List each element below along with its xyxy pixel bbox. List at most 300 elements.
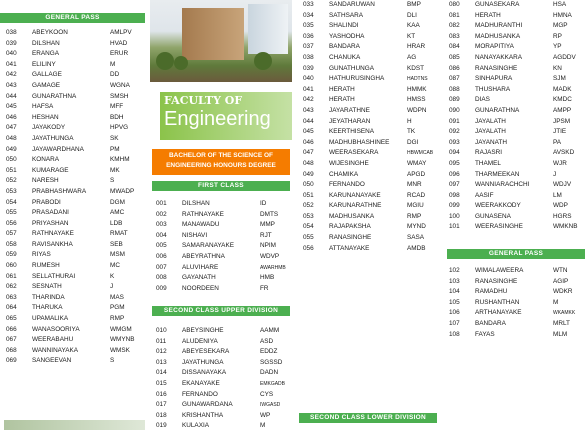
name-list (447, 0, 585, 233)
list-row (303, 233, 440, 244)
row-name: RATHNAYAKE (182, 210, 224, 218)
list-row (303, 148, 440, 159)
row-name: JAYALATH (475, 128, 506, 136)
row-number: 053 (6, 187, 17, 195)
row-name: KARUNARATHNE (329, 202, 382, 210)
row-initials: PA (553, 138, 562, 146)
row-name: MADHURANTHI (475, 22, 523, 30)
row-number: 056 (6, 219, 17, 227)
row-name: WANNINAYAKA (32, 346, 79, 354)
row-initials: M (553, 298, 559, 306)
list-row (6, 49, 145, 60)
row-number: 099 (449, 202, 460, 210)
row-number: 091 (449, 117, 460, 125)
row-number: 052 (6, 177, 17, 185)
list-row (303, 201, 440, 212)
row-name: WEERAKKODY (475, 202, 521, 210)
row-initials: RCAD (407, 191, 426, 199)
second-upper-list (152, 326, 292, 430)
row-number: 056 (303, 244, 314, 252)
row-name: HATHURUSINGHA (329, 75, 385, 83)
row-number: 045 (6, 103, 17, 111)
list-row (6, 282, 145, 293)
row-initials: WKAMKK (553, 310, 576, 317)
list-row (156, 199, 292, 210)
row-name: RANASINGHE (475, 277, 518, 285)
row-name: PRIYASHAN (32, 219, 69, 227)
row-initials: AMLPV (110, 29, 132, 36)
row-initials: KMDC (553, 96, 572, 104)
row-initials: AMC (110, 209, 125, 217)
row-name: KEERTHISENA (329, 128, 374, 136)
row-name: NISHAVI (182, 231, 208, 239)
row-initials: FR (260, 284, 269, 292)
row-name: JAYAWARDHANA (32, 145, 84, 153)
row-initials: J (553, 170, 557, 178)
row-initials: IWGASD (260, 402, 281, 409)
row-name: MORAPITIYA (475, 43, 514, 51)
list-row (156, 390, 292, 401)
row-number: 085 (449, 53, 460, 61)
list-row (449, 159, 585, 170)
row-initials: AWARHMB (260, 264, 286, 271)
row-initials: MGIU (407, 202, 424, 210)
list-row (6, 70, 145, 81)
row-name: GUNASENA (475, 212, 511, 220)
row-number: 064 (6, 304, 17, 312)
row-number: 010 (156, 327, 167, 334)
column-general-pass-left (0, 0, 145, 430)
list-row (303, 85, 440, 96)
row-initials: AMDB (407, 244, 426, 252)
list-row (156, 231, 292, 242)
row-initials: M (110, 60, 116, 68)
row-number: 065 (6, 315, 17, 323)
row-number: 080 (449, 1, 460, 8)
row-initials: DGM (110, 198, 125, 206)
row-number: 004 (156, 231, 167, 239)
row-number: 108 (449, 330, 460, 338)
row-name: WEERASINGHE (475, 223, 523, 231)
row-initials: MMP (260, 221, 275, 229)
faculty-banner (160, 92, 292, 140)
row-initials: AVSKD (553, 149, 575, 157)
row-initials: WJR (553, 159, 567, 167)
row-number: 081 (449, 11, 460, 19)
list-row (449, 180, 585, 191)
row-name: RUSHANTHAN (475, 298, 520, 306)
row-initials: MAS (110, 293, 124, 301)
list-row (6, 314, 145, 325)
row-number: 041 (6, 60, 17, 68)
row-initials: SGSSD (260, 358, 283, 366)
row-initials: LDB (110, 219, 123, 227)
row-name: JEYATHARAN (329, 117, 371, 125)
row-name: HERATH (329, 96, 355, 104)
row-name: KUMARAGE (32, 166, 69, 174)
list-row (449, 106, 585, 117)
row-name: DILSHAN (182, 200, 210, 207)
row-number: 050 (303, 181, 314, 189)
first-class-list (152, 199, 292, 294)
list-row (449, 170, 585, 181)
row-initials: HMSS (407, 96, 426, 104)
row-number: 015 (156, 379, 167, 387)
general-pass-header: GENERAL PASS (0, 13, 145, 23)
list-row (156, 411, 292, 422)
list-row (449, 74, 585, 85)
row-name: ABEYSINGHE (182, 327, 224, 334)
row-number: 087 (449, 75, 460, 83)
row-initials: KAA (407, 22, 420, 30)
row-initials: YP (553, 43, 562, 51)
row-initials: DMTS (260, 210, 279, 218)
list-row (303, 180, 440, 191)
row-initials: SASA (407, 234, 425, 242)
row-initials: AAMM (260, 327, 280, 334)
row-initials: DD (110, 71, 120, 79)
list-row (449, 42, 585, 53)
campus-photo (150, 0, 292, 82)
list-row (449, 277, 585, 288)
row-number: 058 (6, 240, 17, 248)
row-initials: HVAD (110, 39, 128, 47)
row-name: HAFSA (32, 103, 54, 111)
row-initials: EDDZ (260, 348, 278, 356)
row-name: PRABHASHWARA (32, 187, 87, 195)
row-initials: KDST (407, 64, 425, 72)
row-initials: WMKNB (553, 223, 578, 231)
row-number: 093 (449, 138, 460, 146)
row-number: 084 (449, 43, 460, 51)
row-number: 045 (303, 128, 314, 136)
row-name: PRASADANI (32, 209, 69, 217)
row-initials: LM (553, 191, 562, 199)
row-name: MADHUBHASHINEE (329, 138, 390, 146)
row-number: 083 (449, 32, 460, 40)
row-name: JAYARATHNE (329, 106, 370, 114)
row-number: 013 (156, 358, 167, 366)
row-name: WANNIARACHCHI (475, 181, 530, 189)
row-name: DILSHAN (32, 39, 60, 47)
row-initials: AGDDV (553, 53, 576, 61)
row-number: 019 (156, 422, 167, 430)
row-initials: MSM (110, 251, 125, 259)
list-row (156, 210, 292, 221)
row-name: SATHSARA (329, 11, 363, 19)
row-name: THARMEEKAN (475, 170, 520, 178)
list-row (6, 261, 145, 272)
row-initials: WMSK (110, 346, 130, 354)
list-row (303, 127, 440, 138)
list-row (6, 145, 145, 156)
row-initials: SMSH (110, 92, 129, 100)
row-initials: MYND (407, 223, 426, 231)
row-name: NARESH (32, 177, 59, 185)
row-number: 054 (6, 198, 17, 206)
row-initials: AG (407, 53, 417, 61)
row-number: 046 (303, 138, 314, 146)
list-row (449, 319, 585, 330)
column-general-pass-right (445, 0, 585, 430)
row-name: NOORDEEN (182, 284, 219, 292)
list-row (449, 287, 585, 298)
row-number: 018 (156, 411, 167, 419)
row-name: SAMARANAYAKE (182, 242, 234, 250)
row-name: WEERABAHU (32, 336, 74, 344)
row-name: SESNATH (32, 283, 62, 291)
list-row (449, 11, 585, 22)
list-row (6, 60, 145, 71)
row-initials: J (110, 283, 114, 291)
list-row (156, 358, 292, 369)
row-name: HERATH (475, 11, 501, 19)
list-row (6, 250, 145, 261)
row-name: GAMAGE (32, 81, 61, 89)
row-number: 044 (6, 92, 17, 100)
row-initials: WMAY (407, 159, 427, 167)
list-row (6, 208, 145, 219)
row-initials: RMAT (110, 230, 128, 238)
row-number: 067 (6, 336, 17, 344)
row-number: 094 (449, 149, 460, 157)
row-number: 012 (156, 348, 167, 356)
row-name: THARUKA (32, 304, 63, 312)
row-number: 014 (156, 369, 167, 377)
list-row (6, 187, 145, 198)
row-number: 047 (303, 149, 314, 157)
list-row (156, 326, 292, 337)
row-number: 062 (6, 283, 17, 291)
list-row (449, 308, 585, 319)
row-name: ABEYRATHNA (182, 252, 225, 260)
row-name: RAVISANKHA (32, 240, 73, 248)
row-name: BANDARA (329, 43, 360, 51)
row-initials: WDP (553, 202, 568, 210)
row-initials: WGNA (110, 81, 130, 89)
list-row (449, 138, 585, 149)
row-number: 049 (6, 145, 17, 153)
row-name: FAYAS (475, 330, 495, 338)
row-initials: SK (110, 134, 119, 142)
list-row (303, 117, 440, 128)
row-name: KRISHANTHA (182, 411, 224, 419)
list-row (156, 379, 292, 390)
row-name: MADHUSANKA (475, 32, 521, 40)
row-initials: ASD (260, 337, 274, 345)
row-number: 055 (6, 209, 17, 217)
row-initials: MRLT (553, 319, 570, 327)
row-name: RANASINGHE (475, 64, 518, 72)
row-number: 009 (156, 284, 167, 292)
row-number: 066 (6, 325, 17, 333)
row-name: SELLATHURAI (32, 272, 76, 280)
row-number: 054 (303, 223, 314, 231)
row-number: 046 (6, 113, 17, 121)
row-number: 051 (303, 191, 314, 199)
list-row (156, 284, 292, 295)
row-name: GUNASEKARA (475, 1, 520, 8)
row-name: ALUVIHARE (182, 263, 219, 271)
list-row (6, 219, 145, 230)
row-number: 042 (303, 96, 314, 104)
row-number: 100 (449, 212, 460, 220)
row-initials: S (110, 357, 115, 365)
list-row (449, 191, 585, 202)
list-row (449, 85, 585, 96)
row-initials: MK (110, 166, 120, 174)
row-name: RUMESH (32, 262, 60, 270)
row-initials: PM (110, 145, 120, 153)
row-number: 017 (156, 401, 167, 409)
row-name: SINHAPURA (475, 75, 513, 83)
list-row (6, 39, 145, 50)
row-number: 041 (303, 85, 314, 93)
row-initials: RJT (260, 231, 272, 239)
row-number: 103 (449, 277, 460, 285)
row-initials: S (110, 177, 115, 185)
row-initials: WMYNB (110, 336, 135, 344)
row-initials: DGI (407, 138, 419, 146)
row-initials: WDKR (553, 288, 573, 296)
row-name: JAYAKODY (32, 124, 66, 132)
row-number: 040 (6, 50, 17, 58)
row-initials: RP (553, 32, 562, 40)
row-initials: HRAR (407, 43, 426, 51)
row-name: EKANAYAKE (182, 379, 220, 387)
list-row (449, 148, 585, 159)
faculty-of-label: FACULTY OF (164, 94, 243, 107)
list-row (6, 176, 145, 187)
second-upper-header: SECOND CLASS UPPER DIVISION (152, 306, 290, 316)
list-row (449, 298, 585, 309)
row-initials: K (110, 272, 115, 280)
list-row (303, 32, 440, 43)
row-initials: CYS (260, 390, 274, 398)
degree-title: BACHELOR OF THE SCIENCE OF ENGINEERING HONOURS DEGREE (152, 149, 290, 175)
row-number: 037 (303, 43, 314, 51)
row-initials: MC (110, 262, 120, 270)
list-row (6, 92, 145, 103)
row-initials: WP (260, 411, 271, 419)
list-row (6, 240, 145, 251)
row-number: 016 (156, 390, 167, 398)
row-number: 088 (449, 85, 460, 93)
list-row (303, 74, 440, 85)
row-name: JAYALATH (475, 117, 506, 125)
row-number: 001 (156, 200, 167, 207)
list-row (156, 263, 292, 274)
row-number: 063 (6, 293, 17, 301)
list-row (6, 134, 145, 145)
list-row (156, 252, 292, 263)
list-row (303, 138, 440, 149)
list-row (6, 229, 145, 240)
name-list (299, 0, 440, 254)
list-row (449, 64, 585, 75)
row-name: BANDARA (475, 319, 506, 327)
row-initials: MLM (553, 330, 568, 338)
row-number: 034 (303, 11, 314, 19)
row-name: DISSANAYAKA (182, 369, 227, 377)
row-number: 008 (156, 274, 167, 282)
row-initials: HPVG (110, 124, 129, 132)
list-row (449, 127, 585, 138)
name-list (0, 28, 145, 367)
list-row (6, 303, 145, 314)
row-name: GALLAGE (32, 71, 62, 79)
row-initials: HBWMCAB (407, 150, 434, 157)
list-row (6, 28, 145, 39)
list-row (6, 356, 145, 367)
row-initials: APGD (407, 170, 426, 178)
row-initials: BMP (407, 1, 421, 8)
row-name: ALUDENIYA (182, 337, 218, 345)
row-name: HERATH (329, 85, 355, 93)
list-row (449, 330, 585, 341)
list-row (6, 113, 145, 124)
list-row (6, 81, 145, 92)
list-row (303, 64, 440, 75)
row-initials: WMGM (110, 325, 132, 333)
row-number: 053 (303, 212, 314, 220)
row-name: SANDARUWAN (329, 1, 375, 8)
row-initials: KMHM (110, 156, 130, 164)
row-number: 105 (449, 298, 460, 306)
row-name: JAYANATH (475, 138, 507, 146)
row-initials: EMKGADB (260, 380, 286, 387)
list-row (303, 212, 440, 223)
row-name: KARUNANAYAKE (329, 191, 381, 199)
row-number: 057 (6, 230, 17, 238)
row-initials: MWADP (110, 187, 135, 195)
row-name: WIJESINGHE (329, 159, 369, 167)
row-name: WANASOORIYA (32, 325, 80, 333)
list-row (156, 273, 292, 284)
row-name: WEERASEKARA (329, 149, 379, 157)
list-row (6, 198, 145, 209)
row-number: 055 (303, 234, 314, 242)
row-number: 082 (449, 22, 460, 30)
row-initials: TK (407, 128, 416, 136)
list-row (449, 21, 585, 32)
row-name: GUNARATHNA (475, 106, 520, 114)
row-initials: DADN (260, 369, 279, 377)
list-row (6, 123, 145, 134)
row-initials: KN (553, 64, 562, 72)
row-number: 048 (303, 159, 314, 167)
list-row (303, 170, 440, 181)
row-number: 049 (303, 170, 314, 178)
list-row (156, 421, 292, 430)
row-name: UPAMALIKA (32, 315, 69, 323)
list-row (156, 400, 292, 411)
row-number: 095 (449, 159, 460, 167)
row-name: RAMADHU (475, 288, 508, 296)
row-name: GUNATHUNGA (329, 64, 374, 72)
row-number: 006 (156, 252, 167, 260)
row-name: GUNAWARDANA (182, 401, 233, 409)
row-initials: RMP (407, 212, 422, 220)
row-name: JAYATHUNGA (182, 358, 224, 366)
row-name: WIMALAWEERA (475, 267, 524, 274)
list-row (449, 266, 585, 277)
row-number: 090 (449, 106, 460, 114)
row-name: HESHAN (32, 113, 59, 121)
general-pass-list (447, 266, 585, 340)
list-row (303, 159, 440, 170)
row-initials: ERUR (110, 50, 129, 58)
